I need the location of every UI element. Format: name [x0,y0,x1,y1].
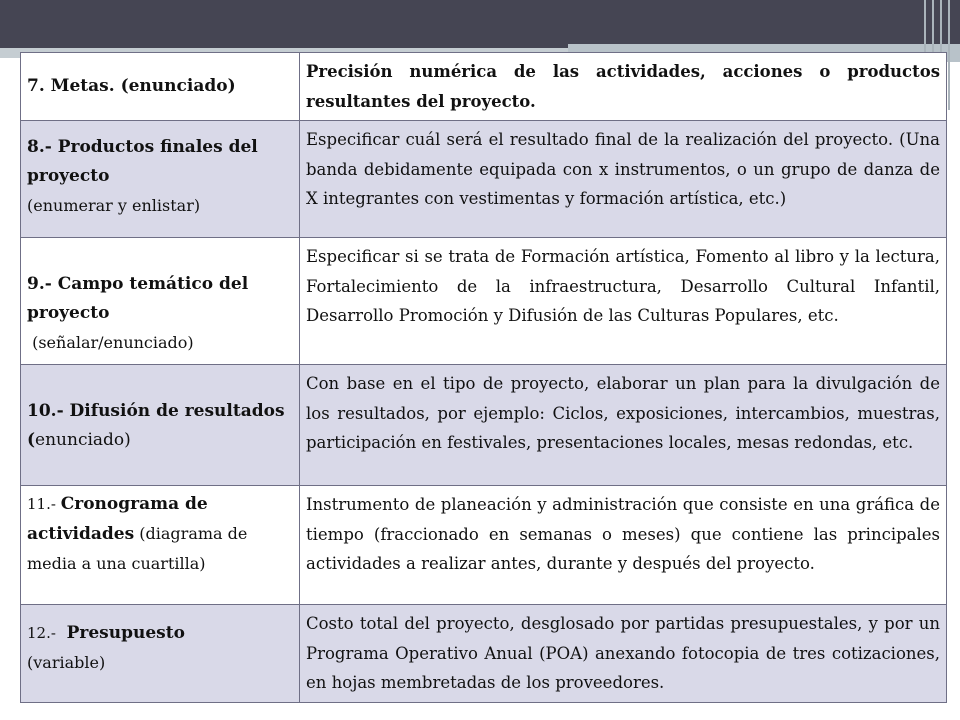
row-11-subtitle: (diagrama de media a una cuartilla) [27,524,248,573]
row-7-title: 7. Metas. (enunciado) [27,76,236,96]
row-10-title: 10.- Difusión de resultados ( [27,401,285,450]
row-12-number: 12.- [27,624,61,642]
row-9-title: 9.- Campo temático del proyecto [27,274,249,323]
row-7-label [21,53,300,121]
row-12-description: Costo total del proyecto, desglosado por partidas presupuestales, y por un Programa Operativo Anual (POA) anexando fotocopia de tres cotizaciones, en hojas membretadas de los proveedores. [300,605,947,703]
row-11-title: Cronograma de actividades [27,494,208,544]
row-10-label [21,365,300,486]
table-row [21,238,947,365]
project-requirements-table [20,52,947,703]
row-10-description: Con base en el tipo de proyecto, elaborar un plan para la divulgación de los resultados, por ejemplo: Ciclos, exposiciones, intercambios, muestras, participación en festivales, presentaciones locales, mesas redondas, etc. [300,365,947,486]
row-9-subtitle: (señalar/enunciado) [27,333,194,352]
table-row [21,121,947,238]
row-12-subtitle: (variable) [27,653,106,672]
row-8-label [21,121,300,238]
row-8-title: 8.- Productos finales del proyecto [27,137,258,186]
row-11-description: Instrumento de planeación y administración que consiste en una gráfica de tiempo (fraccionado en semanas o meses) que contiene las principales actividades a realizar antes, durante y después del proyecto. [300,486,947,605]
row-9-label [21,238,300,365]
row-11-number: 11.- [27,495,61,513]
table-row [21,486,947,605]
row-10-subtitle: enunciado) [35,430,131,450]
slide-header-band [0,0,960,48]
table-row [21,53,947,121]
row-8-description: Especificar cuál será el resultado final de la realización del proyecto. (Una banda debidamente equipada con x instrumentos, o un grupo de danza de X integrantes con vestimentas y formación artística, etc.) [300,121,947,238]
table-row [21,605,947,703]
row-7-description: Precisión numérica de las actividades, acciones o productos resultantes del proyecto. [300,53,947,121]
row-11-label [21,486,300,605]
row-9-description: Especificar si se trata de Formación artística, Fomento al libro y la lectura, Fortalecimiento de la infraestructura, Desarrollo Cultural Infantil, Desarrollo Promoción y Difusión de las Culturas Populares, etc. [300,238,947,365]
row-12-label [21,605,300,703]
row-8-subtitle: (enumerar y enlistar) [27,196,201,215]
table-row [21,365,947,486]
row-12-title: Presupuesto [60,623,185,643]
